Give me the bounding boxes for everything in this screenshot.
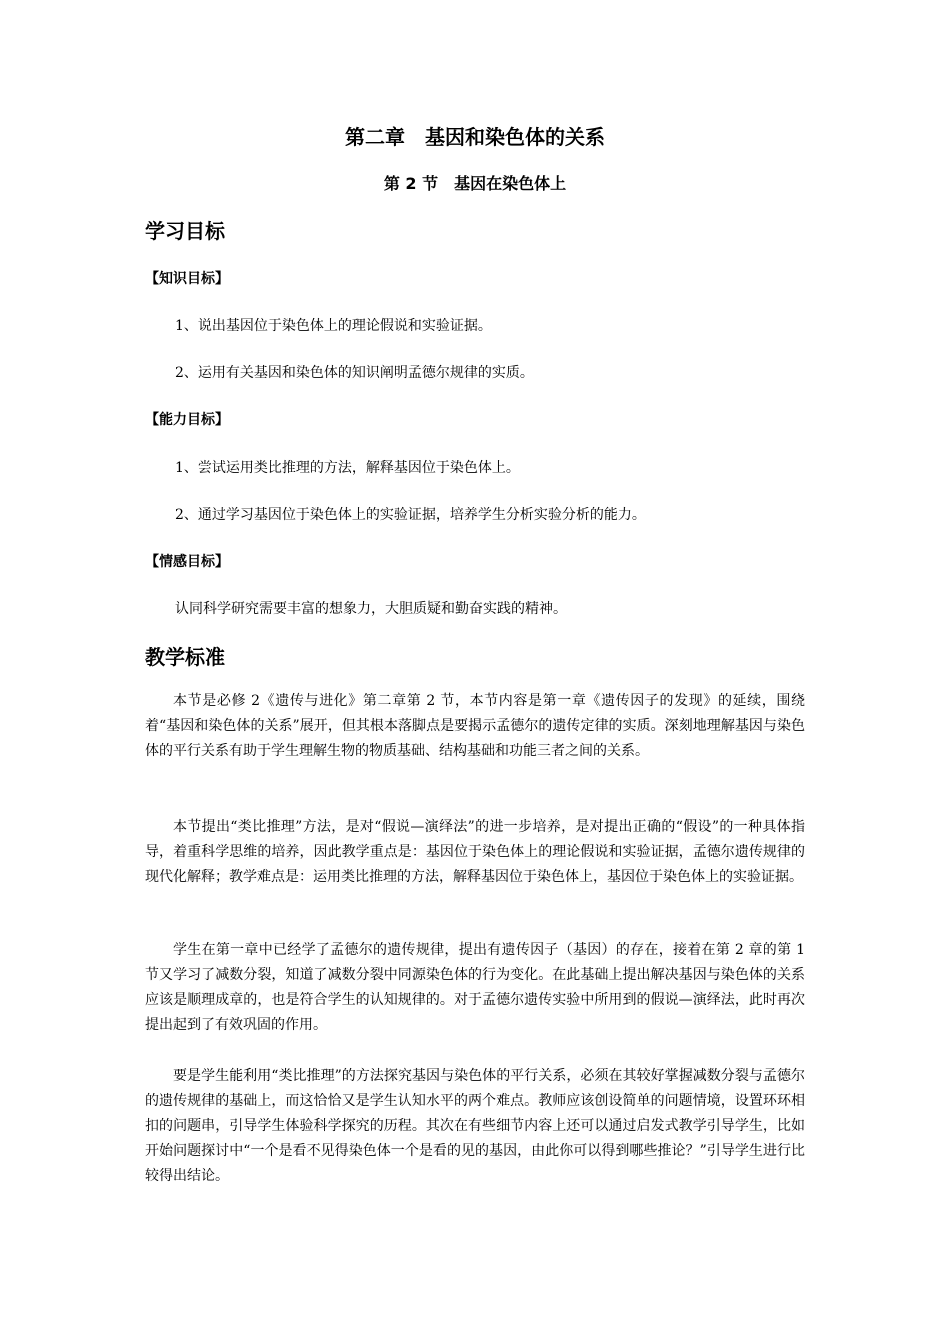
ability-goals-heading: 【能力目标】 bbox=[145, 412, 229, 428]
teaching-standard-paragraph: 本节提出“类比推理”方法，是对“假说—演绎法”的进一步培养，是对提出正确的“假设”的一种具体指导，着重科学思维的培养，因此教学重点是：基因位于染色体上的理论假说和实验证据，孟德尔遗传规律的现代化解释；教学难点是：运用类比推理的方法，解释基因位于染色体上，基因位于染色体上的实验证据。 bbox=[145, 819, 805, 885]
emotion-goals-heading: 【情感目标】 bbox=[145, 554, 229, 570]
emotion-goal-item: 认同科学研究需要丰富的想象力，大胆质疑和勤奋实践的精神。 bbox=[175, 601, 567, 617]
teaching-standard-paragraph: 要是学生能利用“类比推理”的方法探究基因与染色体的平行关系，必须在其较好掌握减数分裂与孟德尔的遗传规律的基础上，而这恰恰又是学生认知水平的两个难点。教师应该创设简单的问题情境，设置环环相扣的问题串，引导学生体验科学探究的历程。其次在有些细节内容上还可以通过启发式教学引导学生，比如开始问题探讨中“一个是看不见得染色体一个是看的见的基因，由此你可以得到哪些推论？”引导学生进行比较得出结论。 bbox=[145, 1068, 805, 1184]
ability-goal-item: 1、尝试运用类比推理的方法，解释基因位于染色体上。 bbox=[175, 460, 520, 476]
chapter-title: 第二章 基因和染色体的关系 bbox=[345, 125, 605, 149]
teaching-standard-heading: 教学标准 bbox=[145, 645, 225, 669]
ability-goal-item: 2、通过学习基因位于染色体上的实验证据，培养学生分析实验分析的能力。 bbox=[175, 507, 646, 523]
teaching-standard-paragraph: 本节是必修 2《遗传与进化》第二章第 2 节，本节内容是第一章《遗传因子的发现》的延续，围绕着“基因和染色体的关系”展开，但其根本落脚点是要揭示孟德尔的遗传定律的实质。深刻地理解基因与染色体的平行关系有助于学生理解生物的物质基础、结构基础和功能三者之间的关系。 bbox=[145, 693, 805, 759]
knowledge-goal-item: 1、说出基因位于染色体上的理论假说和实验证据。 bbox=[175, 318, 492, 334]
knowledge-goals-heading: 【知识目标】 bbox=[145, 271, 229, 287]
section-title: 第 2 节 基因在染色体上 bbox=[383, 174, 567, 193]
learning-goals-heading: 学习目标 bbox=[145, 219, 225, 243]
knowledge-goal-item: 2、运用有关基因和染色体的知识阐明孟德尔规律的实质。 bbox=[175, 365, 534, 381]
teaching-standard-paragraph: 学生在第一章中已经学了孟德尔的遗传规律，提出有遗传因子（基因）的存在，接着在第 2 章的第 1 节又学习了减数分裂，知道了减数分裂中同源染色体的行为变化。在此基础上提出解决基因与染色体的关系应该是顺理成章的，也是符合学生的认知规律的。对于孟德尔遗传实验中所用到的假说—演绎法，此时再次提出起到了有效巩固的作用。 bbox=[145, 942, 805, 1033]
